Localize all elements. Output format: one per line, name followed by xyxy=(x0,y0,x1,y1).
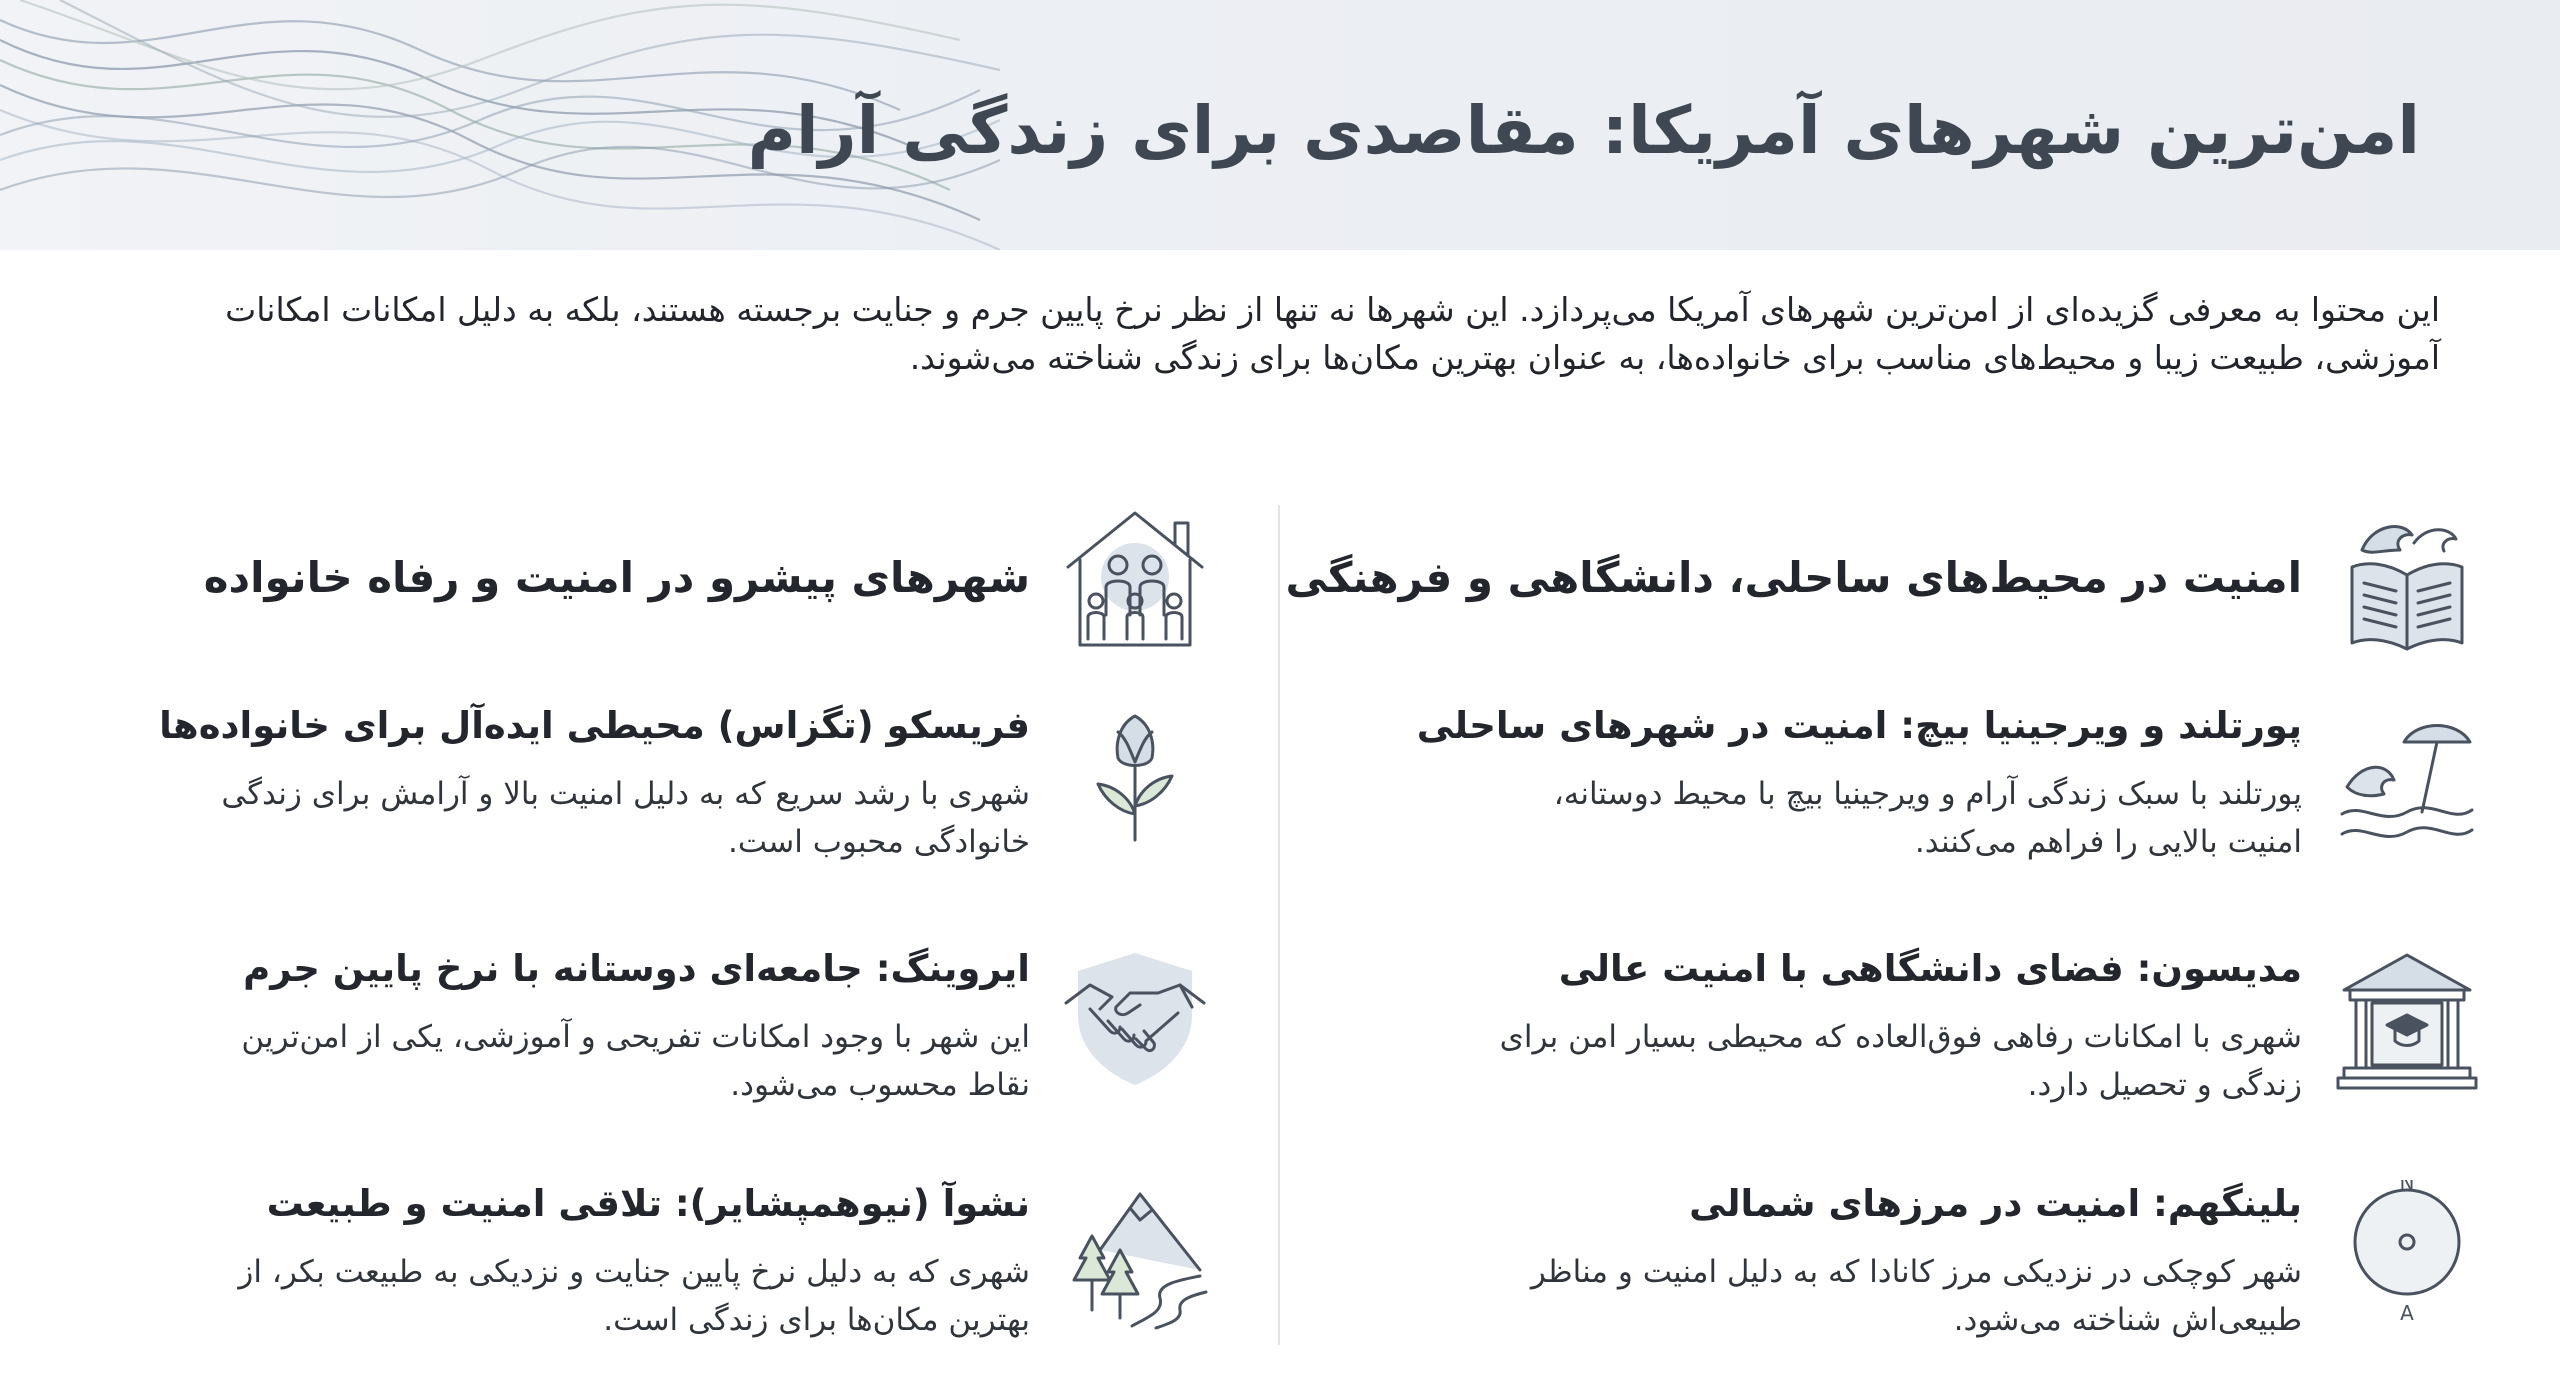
item-title: نشوآ (نیوهمپشایر): تلاقی امنیت و طبیعت xyxy=(266,1182,1030,1225)
item-description: پورتلند با سبک زندگی آرام و ویرجینیا بیچ با محیط دوستانه، امنیت بالایی را فراهم می‌کنند. xyxy=(1553,776,2302,860)
book-waves-icon xyxy=(2332,505,2482,655)
left-section-header xyxy=(70,505,1210,655)
item-title: پورتلند و ویرجینیا بیچ: امنیت در شهرهای ساحلی xyxy=(1416,704,2302,747)
header-banner xyxy=(0,0,2560,250)
list-item-portland xyxy=(1352,702,2482,862)
list-item-nashua xyxy=(70,1180,1210,1340)
compass-n-label: N xyxy=(2399,1180,2415,1195)
university-building-icon xyxy=(2332,945,2482,1095)
intro-paragraph: این محتوا به معرفی گزیده‌ای از امن‌ترین شهرهای آمریکا می‌پردازد. این شهرها نه تنها از نظر نرخ پایین جرم و جنایت برجسته هستند، بلکه به دلیل امکانات امکانات آموزشی، طبیعت زیبا و محیط‌های مناسب برای خانواده‌ها، به عنوان بهترین مکان‌ها برای زندگی شناخته می‌شوند. xyxy=(225,290,2440,377)
list-item-frisco xyxy=(70,702,1210,862)
item-description: شهر کوچکی در نزدیکی مرز کانادا که به دلیل امنیت و مناظر طبیعی‌اش شناخته می‌شود. xyxy=(1530,1254,2302,1338)
left-section-title: شهرهای پیشرو در امنیت و رفاه خانواده xyxy=(203,553,1030,602)
item-description: شهری با امکانات رفاهی فوق‌العاده که محیطی بسیار امن برای زندگی و تحصیل دارد. xyxy=(1499,1019,2302,1103)
list-item-madison xyxy=(1352,945,2482,1105)
list-item-irving xyxy=(70,945,1210,1105)
compass-a-label: A xyxy=(2400,1301,2414,1325)
right-section-header xyxy=(1285,505,2482,655)
mountain-trees-icon xyxy=(1060,1180,1210,1330)
beach-umbrella-icon xyxy=(2332,702,2482,852)
item-title: فریسکو (تگزاس) محیطی ایده‌آل برای خانواده‌ها xyxy=(159,704,1030,747)
list-item-bellingham xyxy=(1352,1180,2482,1340)
item-title: بلینگهم: امنیت در مرزهای شمالی xyxy=(1689,1182,2302,1225)
item-description: شهری با رشد سریع که به دلیل امنیت بالا و آرامش برای زندگی خانوادگی محبوب است. xyxy=(221,776,1030,860)
item-title: مدیسون: فضای دانشگاهی با امنیت عالی xyxy=(1558,947,2302,990)
item-title: ایروینگ: جامعه‌ای دوستانه با نرخ پایین جرم xyxy=(243,947,1030,990)
compass-icon xyxy=(2332,1180,2482,1330)
tulip-icon xyxy=(1060,702,1210,852)
right-section-title: امنیت در محیط‌های ساحلی، دانشگاهی و فرهنگی xyxy=(1285,553,2302,602)
item-description: شهری که به دلیل نرخ پایین جنایت و نزدیکی به طبیعت بکر، از بهترین مکان‌ها برای زندگی است. xyxy=(238,1254,1030,1338)
family-house-icon xyxy=(1060,505,1210,655)
page-title: امن‌ترین شهرهای آمریکا: مقاصدی برای زندگی آرام xyxy=(747,92,2420,169)
item-description: این شهر با وجود امکانات تفریحی و آموزشی، یکی از امن‌ترین نقاط محسوب می‌شود. xyxy=(241,1019,1030,1103)
column-divider xyxy=(1278,505,1280,1345)
handshake-icon xyxy=(1060,945,1210,1095)
